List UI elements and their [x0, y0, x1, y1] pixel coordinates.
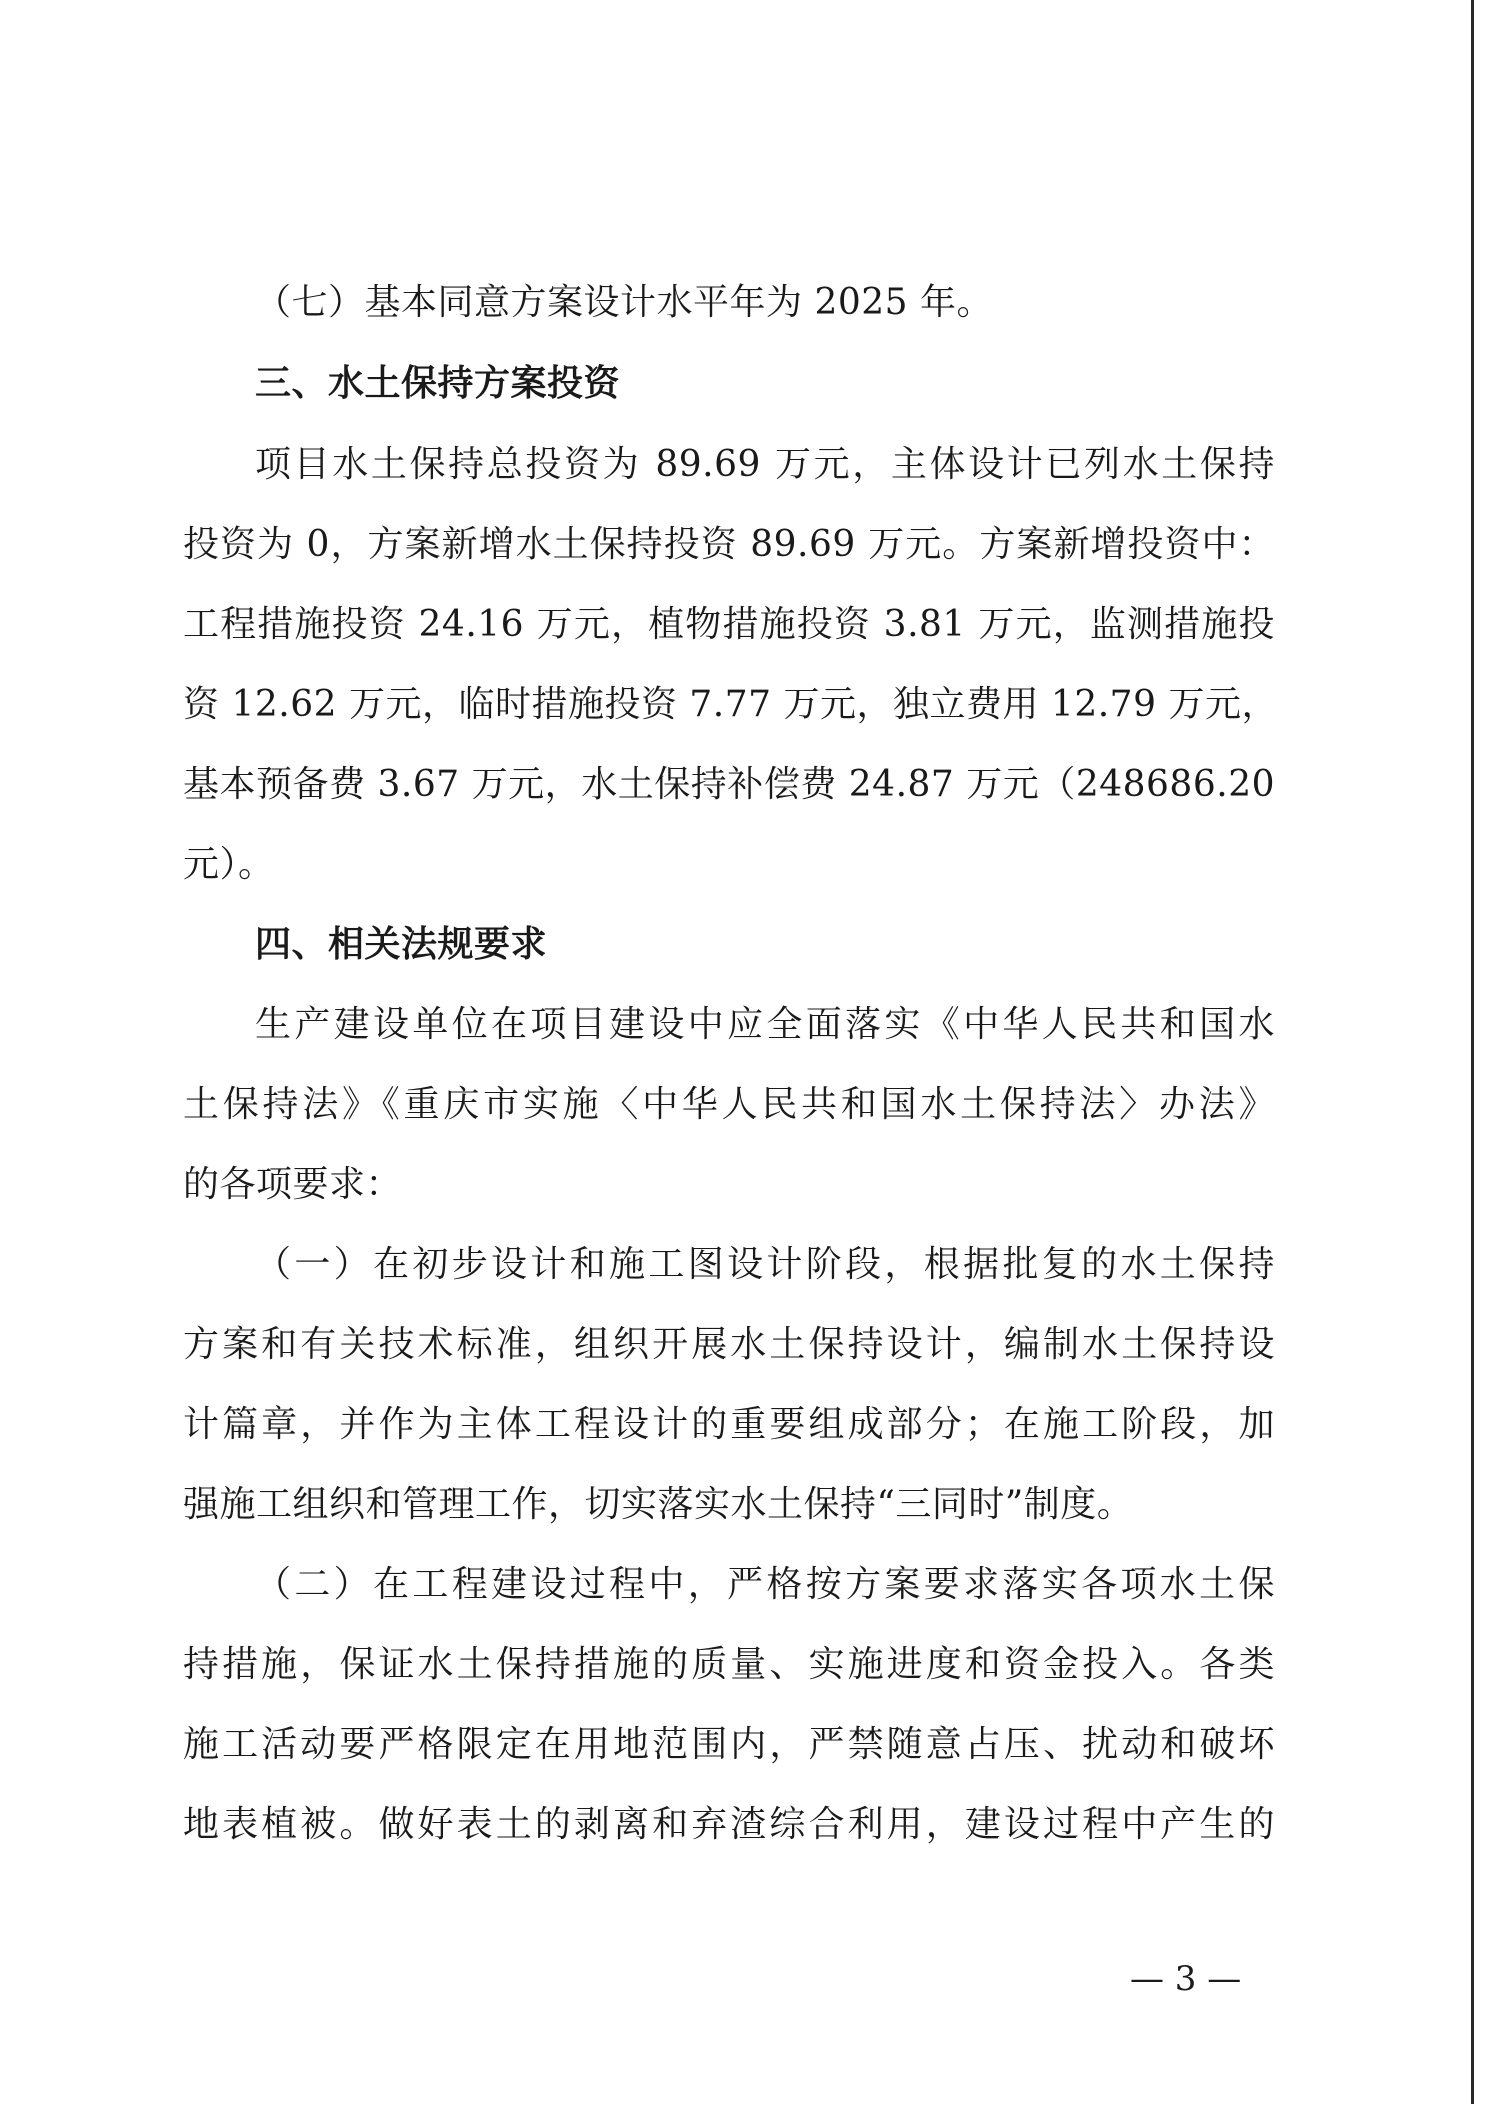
paragraph-line: 地表植被。做好表土的剥离和弃渣综合利用，建设过程中产生的	[183, 1804, 1275, 1845]
paragraph-line: 投资为 0，方案新增水土保持投资 89.69 万元。方案新增投资中：	[183, 524, 1275, 565]
paragraph-line: （二）在工程建设过程中，严格按方案要求落实各项水土保	[255, 1564, 1275, 1605]
paragraph-line: 的各项要求：	[183, 1164, 403, 1205]
paragraph-line: 方案和有关技术标准，组织开展水土保持设计，编制水土保持设	[183, 1324, 1275, 1365]
paragraph-line: 基本预备费 3.67 万元，水土保持补偿费 24.87 万元（248686.20	[183, 764, 1275, 805]
paragraph-line: 元）。	[183, 844, 275, 885]
paragraph-line: 持措施，保证水土保持措施的质量、实施进度和资金投入。各类	[183, 1644, 1275, 1685]
paragraph-line: 计篇章，并作为主体工程设计的重要组成部分；在施工阶段，加	[183, 1404, 1275, 1445]
paragraph-line: 资 12.62 万元，临时措施投资 7.77 万元，独立费用 12.79 万元，	[183, 684, 1278, 725]
paragraph-line: 强施工组织和管理工作，切实落实水土保持“三同时”制度。	[183, 1484, 1134, 1525]
paragraph-line: 工程措施投资 24.16 万元，植物措施投资 3.81 万元，监测措施投	[183, 604, 1275, 645]
paragraph-line: 施工活动要严格限定在用地范围内，严禁随意占压、扰动和破坏	[183, 1724, 1275, 1765]
paragraph-line: 生产建设单位在项目建设中应全面落实《中华人民共和国水	[255, 1004, 1275, 1045]
section-heading-investment: 三、水土保持方案投资	[255, 363, 621, 404]
paragraph-line: 项目水土保持总投资为 89.69 万元，主体设计已列水土保持	[255, 444, 1275, 485]
paragraph-item-7: （七）基本同意方案设计水平年为 2025 年。	[255, 282, 994, 323]
paragraph-line: 土保持法》《重庆市实施〈中华人民共和国水土保持法〉办法》	[183, 1084, 1275, 1125]
section-heading-regulations: 四、相关法规要求	[255, 924, 548, 965]
scan-edge-line	[1471, 0, 1474, 2104]
page-number: — 3 —	[1130, 1959, 1242, 1999]
paragraph-line: （一）在初步设计和施工图设计阶段，根据批复的水土保持	[255, 1244, 1275, 1285]
